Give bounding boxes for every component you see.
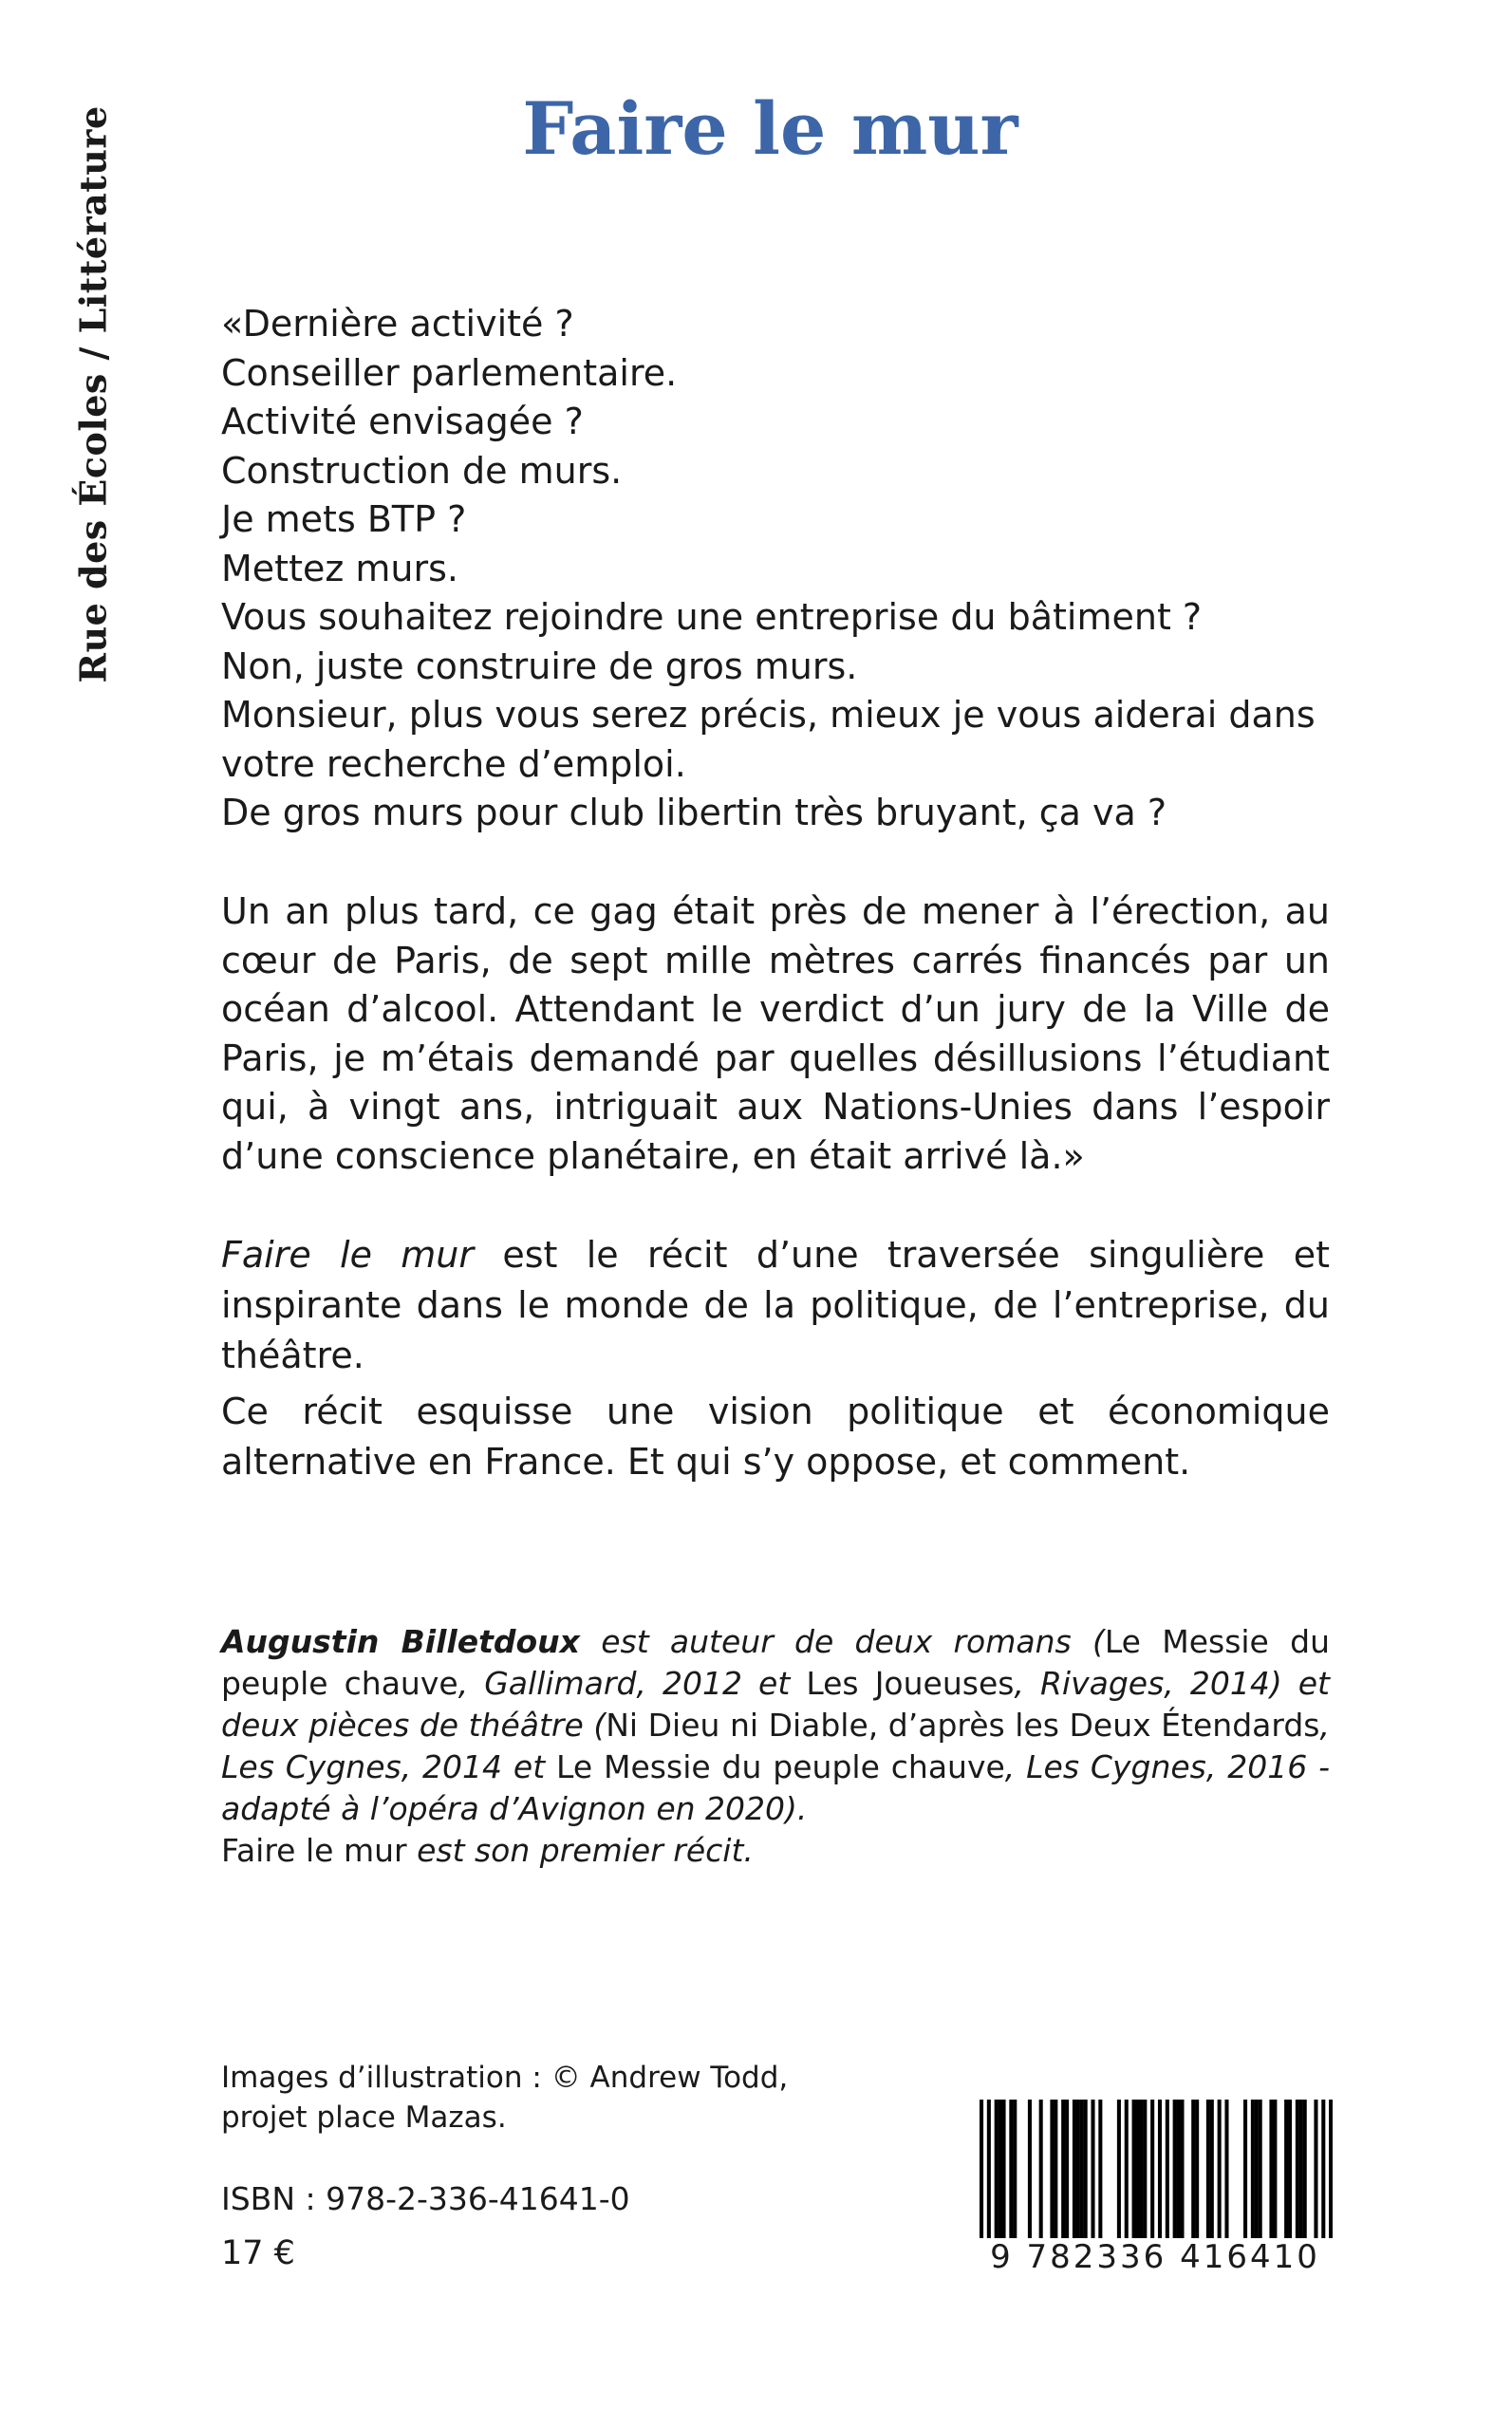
barcode-bar [1269,2100,1273,2242]
barcode-bar [1028,2100,1032,2242]
barcode-bar [1191,2100,1195,2242]
barcode-bar [1091,2100,1094,2242]
dialogue-line: De gros murs pour club libertin très bruyant, ça va ? [221,792,1167,833]
credits-line-1: Images d’illustration : © Andrew Todd, [221,2061,789,2095]
barcode-bar [1084,2100,1088,2242]
dialogue-line: «Dernière activité ? [221,303,574,345]
spine-label [46,104,140,683]
barcode-bar [1125,2100,1129,2242]
dialogue-line: Construction de murs. [221,449,623,492]
barcode-bar [1177,2100,1181,2242]
barcode-digits: 9 782336 416410 [976,2238,1335,2280]
barcode-bar [1001,2100,1005,2242]
barcode-bar [1210,2100,1214,2242]
first-story-line [221,1830,754,1872]
book-title: Faire le mur [522,86,1018,171]
barcode-bar [1132,2100,1136,2242]
collection-label: Rue des Écoles / Littérature [71,104,115,683]
narrative-paragraph: Un an plus tard, ce gag était près de mener à l’érection, au cœur de Paris, de sept mille mètres carrés financés par un océan d’alcool. Attendant le verdict d’un jury de la Ville de Paris, je m’étais demandé par quelles désillusions l’étudiant qui, à vingt ans, intriguait aux Nations-Unies dans l’espoir d’une conscience planétaire, en était arrivé là.» [221,890,1330,1177]
book-title-1: Le Messie du peuple chauve [221,1623,1330,1702]
barcode-bar [1195,2100,1199,2242]
dialogue-line: Mettez murs. [221,547,458,589]
barcode-bar [1259,2100,1262,2242]
narrative-block [221,887,1330,1181]
play-title-1: Ni Dieu ni Diable, d’après les Deux Étendards [606,1707,1320,1744]
barcode-bar [1224,2100,1228,2242]
barcode-bar [1065,2100,1069,2242]
barcode-bar [1117,2100,1121,2242]
summary-text: est le récit d’une traversée singulière et inspirante dans le monde de la politique, de l’entreprise, du théâtre. [221,1234,1330,1376]
credits-line-2: projet place Mazas. [221,2101,507,2135]
barcode-bar [1050,2100,1054,2242]
bio-text: , Gallimard, 2012 et [457,1665,807,1702]
barcode-bar [1251,2100,1255,2242]
barcode-bar [995,2100,999,2242]
barcode-bar [1299,2100,1303,2242]
dialogue-line: Activité envisagée ? [221,401,584,442]
barcode-bar [1013,2100,1017,2242]
barcode-bar [1139,2100,1143,2242]
author-bio [221,1621,1330,1830]
vision-paragraph: Ce récit esquisse une vision politique et économique alternative en France. Et qui s’y oppose, et comment. [221,1391,1330,1483]
bio-text: , Les Cygnes, 2014 et [221,1707,1330,1785]
barcode-bar [1180,2100,1184,2242]
barcode-bar [1054,2100,1057,2242]
isbn-number: ISBN : 978-2-336-41641-0 [221,2180,630,2217]
barcode-bar [1135,2100,1139,2242]
barcode-bar [1073,2100,1076,2242]
barcode-bar [1243,2100,1247,2242]
barcode-bar [1143,2100,1147,2242]
first-story-title: Faire le mur [221,1832,407,1869]
barcode-bar [1284,2100,1288,2242]
barcode-bar [1288,2100,1292,2242]
price: 17 € [221,2234,295,2272]
barcode-bar [1166,2100,1169,2242]
summary-paragraph [221,1230,1330,1381]
author-name: Augustin Billetdoux [221,1623,580,1660]
barcode-bar [1076,2100,1080,2242]
dialogue-line: votre recherche d’emploi. [221,742,686,785]
bio-text: est auteur de deux romans ( [579,1623,1105,1660]
bio-text: , Rivages, 2014) et deux pièces de théâtre ( [221,1665,1330,1744]
barcode-bar [1039,2100,1043,2242]
barcode-bar [1273,2100,1277,2242]
barcode-bar [999,2100,1002,2242]
dialogue-block [221,300,1330,838]
dialogue-line: Non, juste construire de gros murs. [221,644,858,687]
barcode-bar [1061,2100,1065,2242]
barcode-bar [1255,2100,1259,2242]
barcode-bar [1296,2100,1299,2242]
barcode-bar [1206,2100,1210,2242]
first-story-text: est son premier récit. [406,1832,754,1869]
barcode-bar [1314,2100,1317,2242]
dialogue-line: Conseiller parlementaire. [221,351,678,394]
bio-text: , Les Cygnes, 2016 - adapté à l’opéra d’Avignon en 2020). [221,1748,1330,1827]
play-title-2: Le Messie du peuple chauve [556,1748,1005,1785]
barcode-bar [1173,2100,1177,2242]
summary-title-italic: Faire le mur [221,1234,475,1276]
summary-block [221,1230,1330,1487]
dialogue-line: Je mets BTP ? [221,498,467,540]
barcode-bar [1098,2100,1102,2242]
book-title-2: Les Joueuses [806,1665,1015,1702]
barcode-bar [1080,2100,1084,2242]
dialogue-line: Monsieur, plus vous serez précis, mieux je vous aiderai dans [221,694,1316,736]
image-credits [221,2058,788,2138]
barcode-bar [1303,2100,1307,2242]
barcode-bar [1218,2100,1222,2242]
dialogue-line: Vous souhaitez rejoindre une entreprise du bâtiment ? [221,596,1203,638]
barcode-bar [1009,2100,1013,2242]
